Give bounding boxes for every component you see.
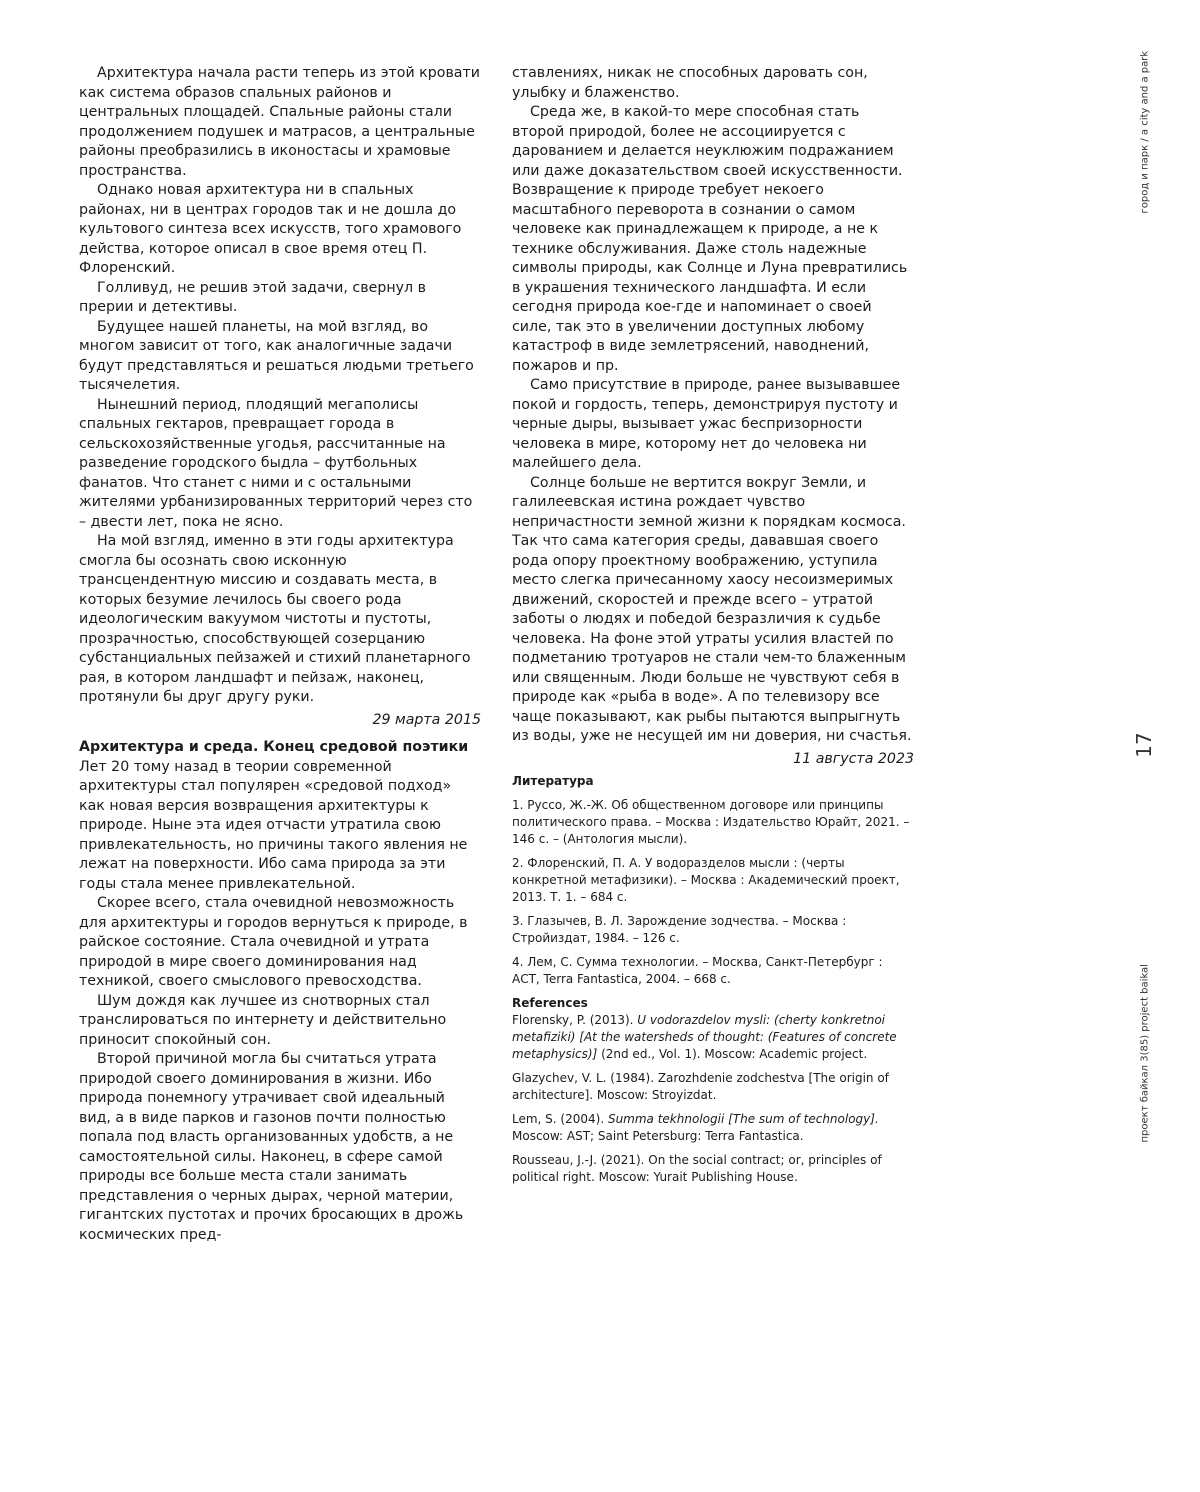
journal-title: проект байкал 3(85) project baikal bbox=[1140, 973, 1151, 1143]
article-intro: Лет 20 тому назад в теории современной архитектуры стал популярен «средовой подход» как новая версия возвращения архитектуры к природе. Ныне эта идея отчасти утратила свою привлекательность, но причины такого явления не лежат на поверхности. Ибо сама природа за эти годы стала менее привлекательной. bbox=[79, 758, 481, 895]
left-column bbox=[79, 64, 481, 1245]
reference-item: Florensky, P. (2013). U vodorazdelov mysli: (cherty konkretnoi metafiziki) [At the watersheds of thought: (Features of concrete metaphysics)] (2nd ed., Vol. 1). Moscow: Academic project. bbox=[512, 1012, 914, 1063]
page-number: 17 bbox=[1132, 725, 1156, 765]
paragraph: Нынешний период, плодящий мегаполисы спальных гектаров, превращает города в сельскохозяйственные угодья, рассчитанные на разведение городского быдла – футбольных фанатов. Что станет с ними и с остальными жителями урбанизированных территорий через сто – двести лет, пока не ясно. bbox=[79, 396, 481, 533]
paragraph: Однако новая архитектура ни в спальных районах, ни в центрах городов так и не дошла до культового синтеза всех искусств, того храмового действа, которое описал в свое время отец П. Флоренский. bbox=[79, 181, 481, 279]
paragraph: Само присутствие в природе, ранее вызывавшее покой и гордость, теперь, демонстрируя пустоту и черные дыры, вызывает ужас беспризорности человека в мире, которому нет до человека ни малейшего дела. bbox=[512, 376, 914, 474]
article-date: 11 августа 2023 bbox=[512, 750, 914, 770]
paragraph: Солнце больше не вертится вокруг Земли, и галилеевская истина рождает чувство непричастности земной жизни к порядкам космоса. Так что сама категория среды, дававшая своего рода опору проектному воображению, уступила место слегка причесанному хаосу несоизмеримых движений, скоростей и прежде всего – утратой заботы о людях и победой безразличия к судьбе человека. На фоне этой утраты усилия властей по подметанию тротуаров не стали чем-то блаженным или священным. Люди больше не чувствуют себя в природе как «рыба в воде». А по телевизору все чаще показывают, как рыбы пытаются выпрыгнуть из воды, уже не несущей им ни доверия, ни счастья. bbox=[512, 474, 914, 747]
paragraph: Будущее нашей планеты, на мой взгляд, во многом зависит от того, как аналогичные задачи будут представляться и решаться людьми третьего тысячелетия. bbox=[79, 318, 481, 396]
article-heading: Архитектура и среда. Конец средовой поэтики bbox=[79, 738, 481, 758]
paragraph: Архитектура начала расти теперь из этой кровати как система образов спальных районов и центральных площадей. Спальные районы стали продолжением подушек и матрасов, а центральные районы преобразились в иконостасы и храмовые пространства. bbox=[79, 64, 481, 181]
literature-item: 1. Руссо, Ж.-Ж. Об общественном договоре или принципы политического права. – Москва : Издательство Юрайт, 2021. – 146 с. – (Антология мысли). bbox=[512, 797, 914, 848]
literature-item: 4. Лем, С. Сумма технологии. – Москва, Санкт-Петербург : АСТ, Terra Fantastica, 2004. – 668 с. bbox=[512, 954, 914, 988]
essay-date: 29 марта 2015 bbox=[79, 711, 481, 731]
literature-item: 2. Флоренский, П. А. У водоразделов мысли : (черты конкретной метафизики). – Москва : Академический проект, 2013. Т. 1. – 684 с. bbox=[512, 855, 914, 906]
right-column bbox=[512, 64, 914, 1193]
literature-item: 3. Глазычев, В. Л. Зарождение зодчества. – Москва : Стройиздат, 1984. – 126 с. bbox=[512, 913, 914, 947]
paragraph: Шум дождя как лучшее из снотворных стал транслироваться по интернету и действительно приносит спокойный сон. bbox=[79, 992, 481, 1051]
paragraph: ставлениях, никак не способных даровать сон, улыбку и блаженство. bbox=[512, 64, 914, 103]
paragraph: Голливуд, не решив этой задачи, свернул в прерии и детективы. bbox=[79, 279, 481, 318]
literature-list bbox=[512, 797, 914, 988]
reference-item: Rousseau, J.-J. (2021). On the social contract; or, principles of political right. Moscow: Yurait Publishing House. bbox=[512, 1152, 914, 1186]
reference-item: Glazychev, V. L. (1984). Zarozhdenie zodchestva [The origin of architecture]. Moscow: Stroyizdat. bbox=[512, 1070, 914, 1104]
section-title: город и парк / a city and a park bbox=[1140, 74, 1151, 214]
reference-item: Lem, S. (2004). Summa tekhnologii [The sum of technology]. Moscow: AST; Saint Petersburg: Terra Fantastica. bbox=[512, 1111, 914, 1145]
paragraph: Среда же, в какой-то мере способная стать второй природой, более не ассоциируется с дарованием и делается неуклюжим подражанием или даже доказательством своей искусственности. Возвращение к природе требует некоего масштабного переворота в сознании о самом человеке как принадлежащем к природе, а не к технике обслуживания. Даже столь надежные символы природы, как Солнце и Луна превратились в украшения технического ландшафта. И если сегодня природа кое-где и напоминает о своей силе, так это в увеличении доступных любому катастроф в виде землетрясений, наводнений, пожаров и пр. bbox=[512, 103, 914, 376]
references-list bbox=[512, 1012, 914, 1186]
paragraph: На мой взгляд, именно в эти годы архитектура смогла бы осознать свою исконную трансцендентную миссию и создавать места, в которых безумие лечилось бы своего рода идеологическим вакуумом чистоты и пустоты, прозрачностью, способствующей созерцанию субстанциальных пейзажей и стихий планетарного рая, в котором ландшафт и пейзаж, наконец, протянули бы друг другу руки. bbox=[79, 532, 481, 708]
references-title: References bbox=[512, 995, 914, 1011]
paragraph: Второй причиной могла бы считаться утрата природой своего доминирования в жизни. Ибо природа понемногу утрачивает свой идеальный вид, а в виде парков и газонов почти полностью попала под власть организованных удобств, а не самостоятельной силы. Наконец, в сфере самой природы все больше места стали занимать представления о черных дырах, черной материи, гигантских пустотах и прочих бросающих в дрожь космических пред- bbox=[79, 1050, 481, 1245]
literature-title: Литература bbox=[512, 773, 914, 789]
paragraph: Скорее всего, стала очевидной невозможность для архитектуры и городов вернуться к природе, в райское состояние. Стала очевидной и утрата природой в мире своего доминирования над техникой, своего смыслового превосходства. bbox=[79, 894, 481, 992]
